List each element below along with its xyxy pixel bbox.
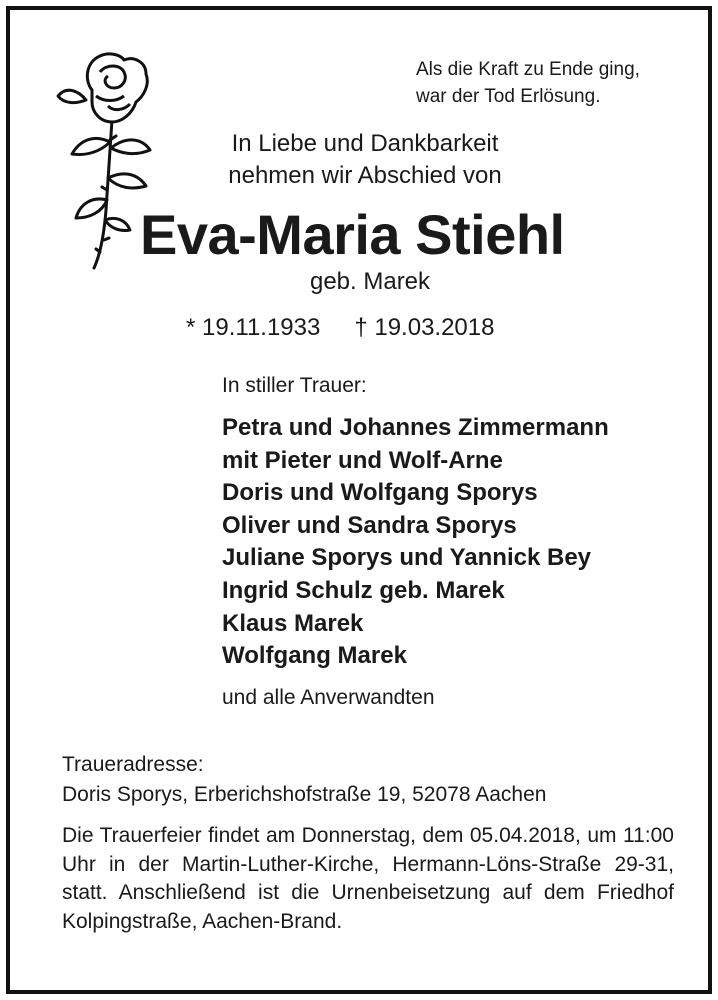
mourner-name: Doris und Wolfgang Sporys (222, 479, 538, 507)
relatives-text: und alle Anverwandten (222, 686, 435, 709)
address-value: Doris Sporys, Erberichshofstraße 19, 52078 Aachen (62, 783, 547, 806)
mourning-address (62, 750, 546, 810)
life-dates (186, 314, 494, 342)
address-label: Traueradresse: (62, 753, 204, 776)
intro-text (160, 128, 570, 192)
death-date: † 19.03.2018 (354, 314, 495, 341)
obituary-notice (6, 6, 712, 994)
mourner-name: mit Pieter und Wolf-Arne (222, 446, 503, 474)
mourner-name: Petra und Johannes Zimmermann (222, 414, 609, 441)
birth-date: * 19.11.1933 (186, 314, 321, 341)
intro-line-2: nehmen wir Abschied von (228, 162, 502, 189)
maiden-name: geb. Marek (309, 268, 431, 295)
mourning-label: In stiller Trauer: (222, 374, 367, 397)
ceremony-info: Die Trauerfeier findet am Donnerstag, dem 05.04.2018, um 11:00 Uhr in der Martin-Luther-Kirche, Hermann-Löns-Straße 29-31, statt. Anschließend ist die Urnenbeisetzung auf dem Friedhof Kolpingstraße, Aachen-Brand. (62, 824, 674, 933)
mourner-name: Wolfgang Marek (222, 642, 407, 670)
intro-line-1: In Liebe und Dankbarkeit (231, 130, 499, 157)
deceased-name: Eva-Maria Stiehl (140, 203, 565, 266)
motto-line-1: Als die Kraft zu Ende ging, (416, 59, 640, 80)
motto-line-2: war der Tod Erlösung. (416, 86, 601, 107)
mourners-list (222, 412, 609, 673)
motto-quote (416, 56, 640, 110)
mourner-name: Juliane Sporys und Yannick Bey (222, 544, 592, 572)
mourner-name: Klaus Marek (222, 609, 364, 637)
mourner-name: Ingrid Schulz geb. Marek (222, 576, 505, 604)
mourner-name: Oliver und Sandra Sporys (222, 511, 517, 539)
